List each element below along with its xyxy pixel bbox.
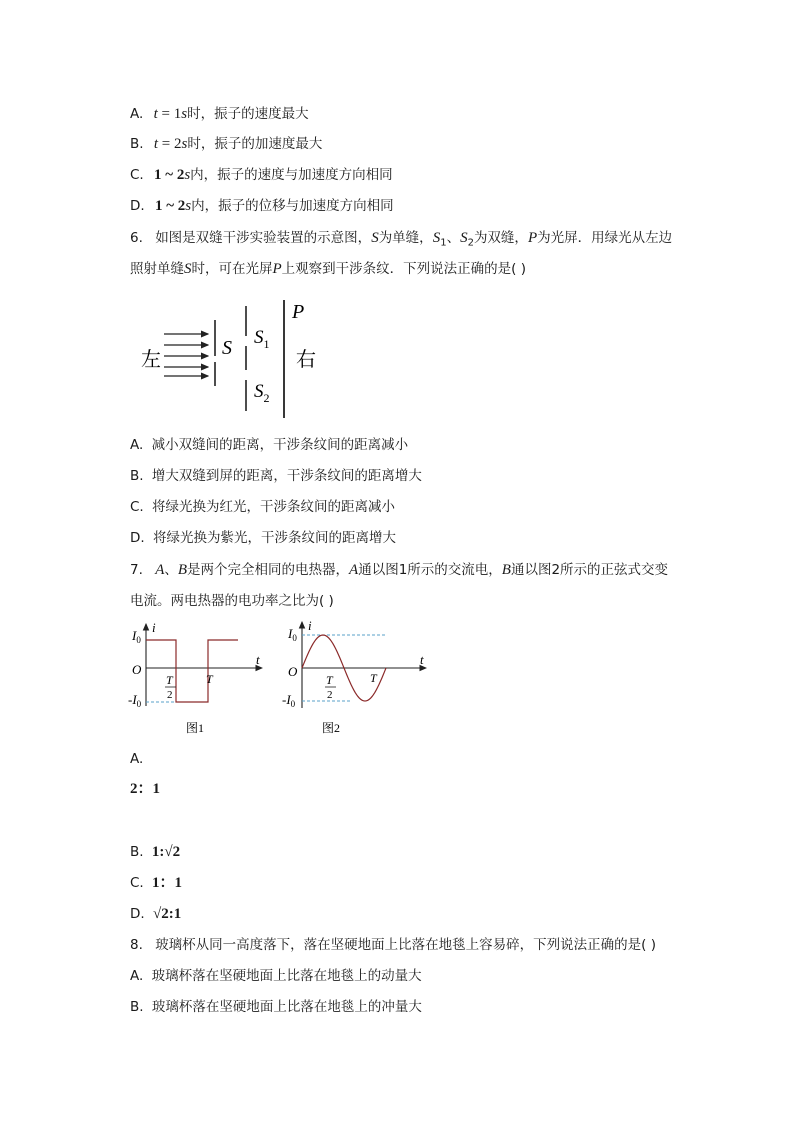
stem-text: 通以图1所示的交流电， — [358, 562, 502, 578]
stem-text: 玻璃杯从同一高度落下，落在坚硬地面上比落在地毯上容易碎，下列说法正确的是( ) — [155, 937, 657, 953]
math-var: t — [153, 136, 159, 152]
svg-text:-I0: $-I_0$ — [282, 692, 296, 709]
q6-stem-line2 — [130, 260, 526, 278]
stem-text: 电流。两电热器的电功率之比为( ) — [130, 593, 334, 609]
svg-text:i: i — [308, 620, 312, 633]
svg-text:图2: 图2 — [322, 721, 341, 735]
q5-option-d — [130, 197, 394, 215]
svg-text:I0: $I_0$ — [288, 626, 297, 643]
q7-stem-line2 — [130, 592, 334, 610]
left-label: 左 — [141, 349, 161, 371]
svg-text:T: T — [166, 673, 173, 687]
screen-p-label: P — [292, 301, 305, 323]
math-var: S — [460, 230, 468, 246]
q7-stem-line1 — [130, 561, 668, 579]
q5-option-a — [130, 105, 309, 123]
option-value: 2：1 — [130, 781, 161, 797]
stem-text: 上观察到干涉条纹．下列说法正确的是( ) — [281, 261, 526, 277]
svg-text:O: O — [132, 662, 142, 677]
q7-option-b — [130, 843, 180, 861]
stem-text: 、 — [446, 230, 461, 246]
option-letter: C. — [130, 167, 144, 183]
option-letter: C. — [130, 499, 144, 515]
option-letter: B. — [130, 999, 144, 1015]
option-letter: B. — [130, 468, 144, 484]
stem-text: 如图是双缝干涉实验装置的示意图， — [155, 230, 372, 246]
math-range: 1 ~ 2 — [154, 198, 186, 214]
math-unit: s — [184, 167, 191, 183]
option-letter: D. — [130, 530, 145, 546]
stem-text: 是两个完全相同的电热器， — [187, 562, 350, 578]
math-unit: s — [181, 106, 188, 122]
q7-option-c — [130, 874, 182, 892]
svg-text:-I0: $-I_0$ — [128, 692, 142, 709]
math-var: S — [432, 230, 441, 246]
option-text: 内，振子的位移与加速度方向相同 — [191, 198, 394, 214]
math-unit: s — [181, 136, 188, 152]
option-text: 将绿光换为紫光，干涉条纹间的距离增大 — [152, 530, 396, 546]
q7-option-d — [130, 905, 181, 923]
q6-stem-line1 — [130, 229, 672, 253]
svg-text:I0: $I_0$ — [132, 628, 141, 645]
question-number: 7. — [130, 562, 143, 578]
light-arrows — [164, 334, 208, 376]
option-value: 1：1 — [152, 875, 183, 891]
math-var: A — [155, 562, 165, 578]
svg-text:t: t — [420, 652, 424, 667]
option-text: 增大双缝到屏的距离，干涉条纹间的距离增大 — [151, 468, 422, 484]
stem-text: 照射单缝 — [130, 261, 184, 277]
option-letter: B. — [130, 136, 144, 152]
svg-text:i: i — [152, 620, 156, 635]
option-text: 时，振子的加速度最大 — [187, 136, 323, 152]
option-text: 内，振子的速度与加速度方向相同 — [190, 167, 393, 183]
math-unit: s — [185, 198, 192, 214]
option-letter: B. — [130, 844, 144, 860]
option-text: 玻璃杯落在坚硬地面上比落在地毯上的动量大 — [151, 968, 422, 984]
double-slit-figure — [138, 296, 328, 421]
math-eq: = 1 — [157, 106, 182, 122]
q8-stem — [130, 936, 656, 954]
q8-option-b — [130, 998, 422, 1016]
stem-text: 为光屏．用绿光从左边 — [537, 230, 673, 246]
option-text: 时，振子的速度最大 — [187, 106, 309, 122]
q7-option-a-letter — [130, 750, 143, 768]
math-var: S — [371, 230, 379, 246]
q6-option-a — [130, 436, 408, 454]
svg-text:O: O — [288, 664, 298, 679]
option-letter: A. — [130, 968, 144, 984]
math-var: A — [349, 562, 359, 578]
stem-text: 为双缝， — [473, 230, 528, 246]
option-letter: A. — [130, 106, 144, 122]
question-number: 8. — [130, 937, 143, 953]
math-var: P — [527, 230, 538, 246]
single-slit-label: S — [222, 337, 232, 359]
option-value: √2:1 — [152, 906, 182, 922]
slit-s2-label: $S_2$ — [254, 381, 270, 405]
stem-text: 为单缝， — [378, 230, 433, 246]
svg-text:T: T — [326, 673, 333, 687]
q8-option-a — [130, 967, 422, 985]
math-eq: = 2 — [158, 136, 182, 152]
question-number: 6. — [130, 230, 143, 246]
svg-text:2: 2 — [167, 689, 173, 701]
slit-s1-label: $S_1$ — [254, 327, 270, 351]
option-text: 减小双缝间的距离，干涉条纹间的距离减小 — [151, 437, 409, 453]
option-letter: C. — [130, 875, 144, 891]
svg-text:2: 2 — [327, 689, 333, 701]
q5-option-b — [130, 135, 322, 153]
stem-text: 、 — [164, 562, 178, 578]
figure1-square-wave — [128, 620, 268, 740]
math-var: t — [153, 106, 158, 122]
option-text: 玻璃杯落在坚硬地面上比落在地毯上的冲量大 — [151, 999, 422, 1015]
stem-text: 时，可在光屏 — [191, 261, 273, 277]
svg-text:图1: 图1 — [186, 721, 205, 735]
math-range: 1 ~ 2 — [154, 167, 185, 183]
math-var: B — [501, 562, 511, 578]
q7-option-a-value — [130, 780, 160, 798]
q6-option-b — [130, 467, 422, 485]
figure2-sine-wave — [280, 620, 430, 740]
math-sub: 1 — [440, 237, 447, 249]
stem-text: 通以图2所示的正弦式交变 — [510, 562, 669, 578]
option-value: 1:√2 — [151, 844, 181, 860]
q6-option-c — [130, 498, 395, 516]
option-letter: A. — [130, 437, 144, 453]
q5-option-c — [130, 166, 393, 184]
option-letter: A. — [130, 751, 144, 767]
math-var: B — [177, 562, 188, 578]
option-letter: D. — [130, 198, 145, 214]
math-var: P — [272, 261, 282, 277]
right-label: 右 — [296, 349, 316, 371]
option-text: 将绿光换为红光，干涉条纹间的距离减小 — [152, 499, 396, 515]
svg-text:T: T — [206, 672, 213, 686]
q6-option-d — [130, 529, 396, 547]
math-var: S — [184, 261, 192, 277]
math-sub: 2 — [467, 237, 474, 249]
svg-text:t: t — [256, 652, 260, 667]
option-letter: D. — [130, 906, 145, 922]
svg-text:T: T — [370, 671, 377, 685]
